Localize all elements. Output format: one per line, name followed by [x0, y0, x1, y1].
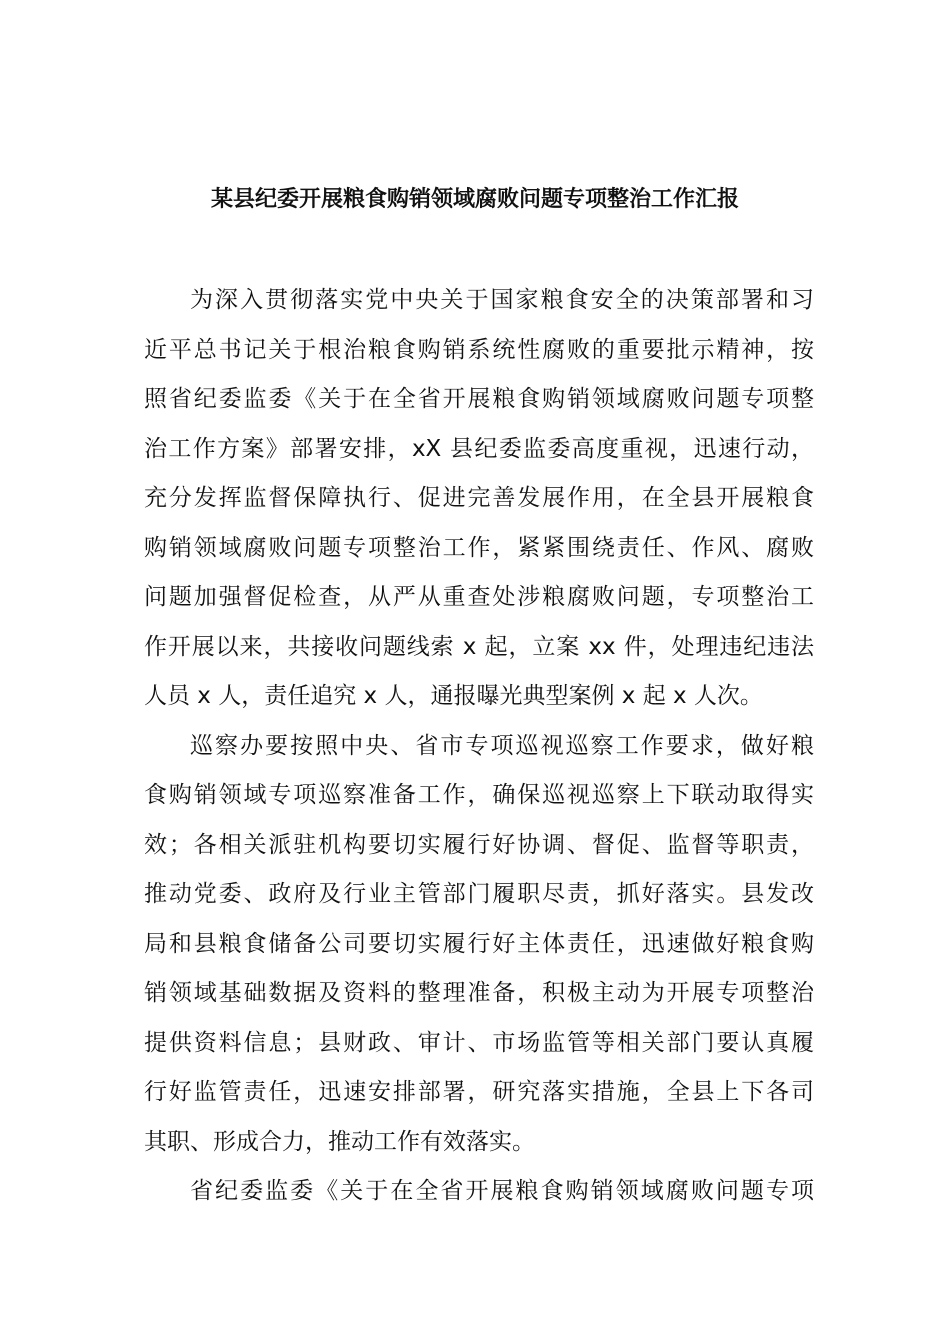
text-line: 局和县粮食储备公司要切实履行好主体责任，迅速做好粮食购: [144, 930, 814, 957]
text-line: 充分发挥监督保障执行、促进完善发展作用，在全县开展粮食: [144, 485, 814, 511]
text-line: 照省纪委监委《关于在全省开展粮食购销领域腐败问题专项整: [144, 386, 814, 412]
text-line: 巡察办要按照中央、省市专项巡视巡察工作要求，做好粮: [190, 732, 814, 759]
text-line: 为深入贯彻落实党中央关于国家粮食安全的决策部署和习: [190, 287, 814, 313]
text-line: 作开展以来，共接收问题线索 x 起，立案 xx 件，处理违纪违法: [144, 633, 814, 660]
text-line: 购销领域腐败问题专项整治工作，紧紧围绕责任、作风、腐败: [144, 534, 814, 561]
paragraph-2: [144, 722, 814, 1168]
text-line: 治工作方案》部署安排，xX 县纪委监委高度重视，迅速行动，: [144, 435, 814, 462]
paragraph-3: [144, 1167, 814, 1217]
text-line: 人员 x 人，责任追究 x 人，通报曝光典型案例 x 起 x 人次。: [144, 683, 763, 709]
paragraph-1: [144, 276, 814, 722]
text-line: 提供资料信息；县财政、审计、市场监管等相关部门要认真履: [144, 1029, 814, 1056]
text-line: 效；各相关派驻机构要切实履行好协调、督促、监督等职责，: [144, 831, 814, 858]
text-line: 近平总书记关于根治粮食购销系统性腐败的重要批示精神，按: [144, 336, 814, 363]
text-line: 推动党委、政府及行业主管部门履职尽责，抓好落实。县发改: [144, 881, 814, 907]
text-line: 食购销领域专项巡察准备工作，确保巡视巡察上下联动取得实: [144, 782, 814, 808]
text-line: 行好监管责任，迅速安排部署，研究落实措施，全县上下各司: [144, 1079, 814, 1105]
document-body: [144, 276, 814, 1217]
text-line: 其职、形成合力，推动工作有效落实。: [144, 1128, 535, 1155]
text-line: 销领域基础数据及资料的整理准备，积极主动为开展专项整治: [144, 980, 814, 1006]
text-line: 省纪委监委《关于在全省开展粮食购销领域腐败问题专项: [190, 1178, 814, 1204]
text-line: 问题加强督促检查，从严从重查处涉粮腐败问题，专项整治工: [144, 584, 814, 610]
document-title: 某县纪委开展粮食购销领域腐败问题专项整治工作汇报: [210, 187, 739, 212]
